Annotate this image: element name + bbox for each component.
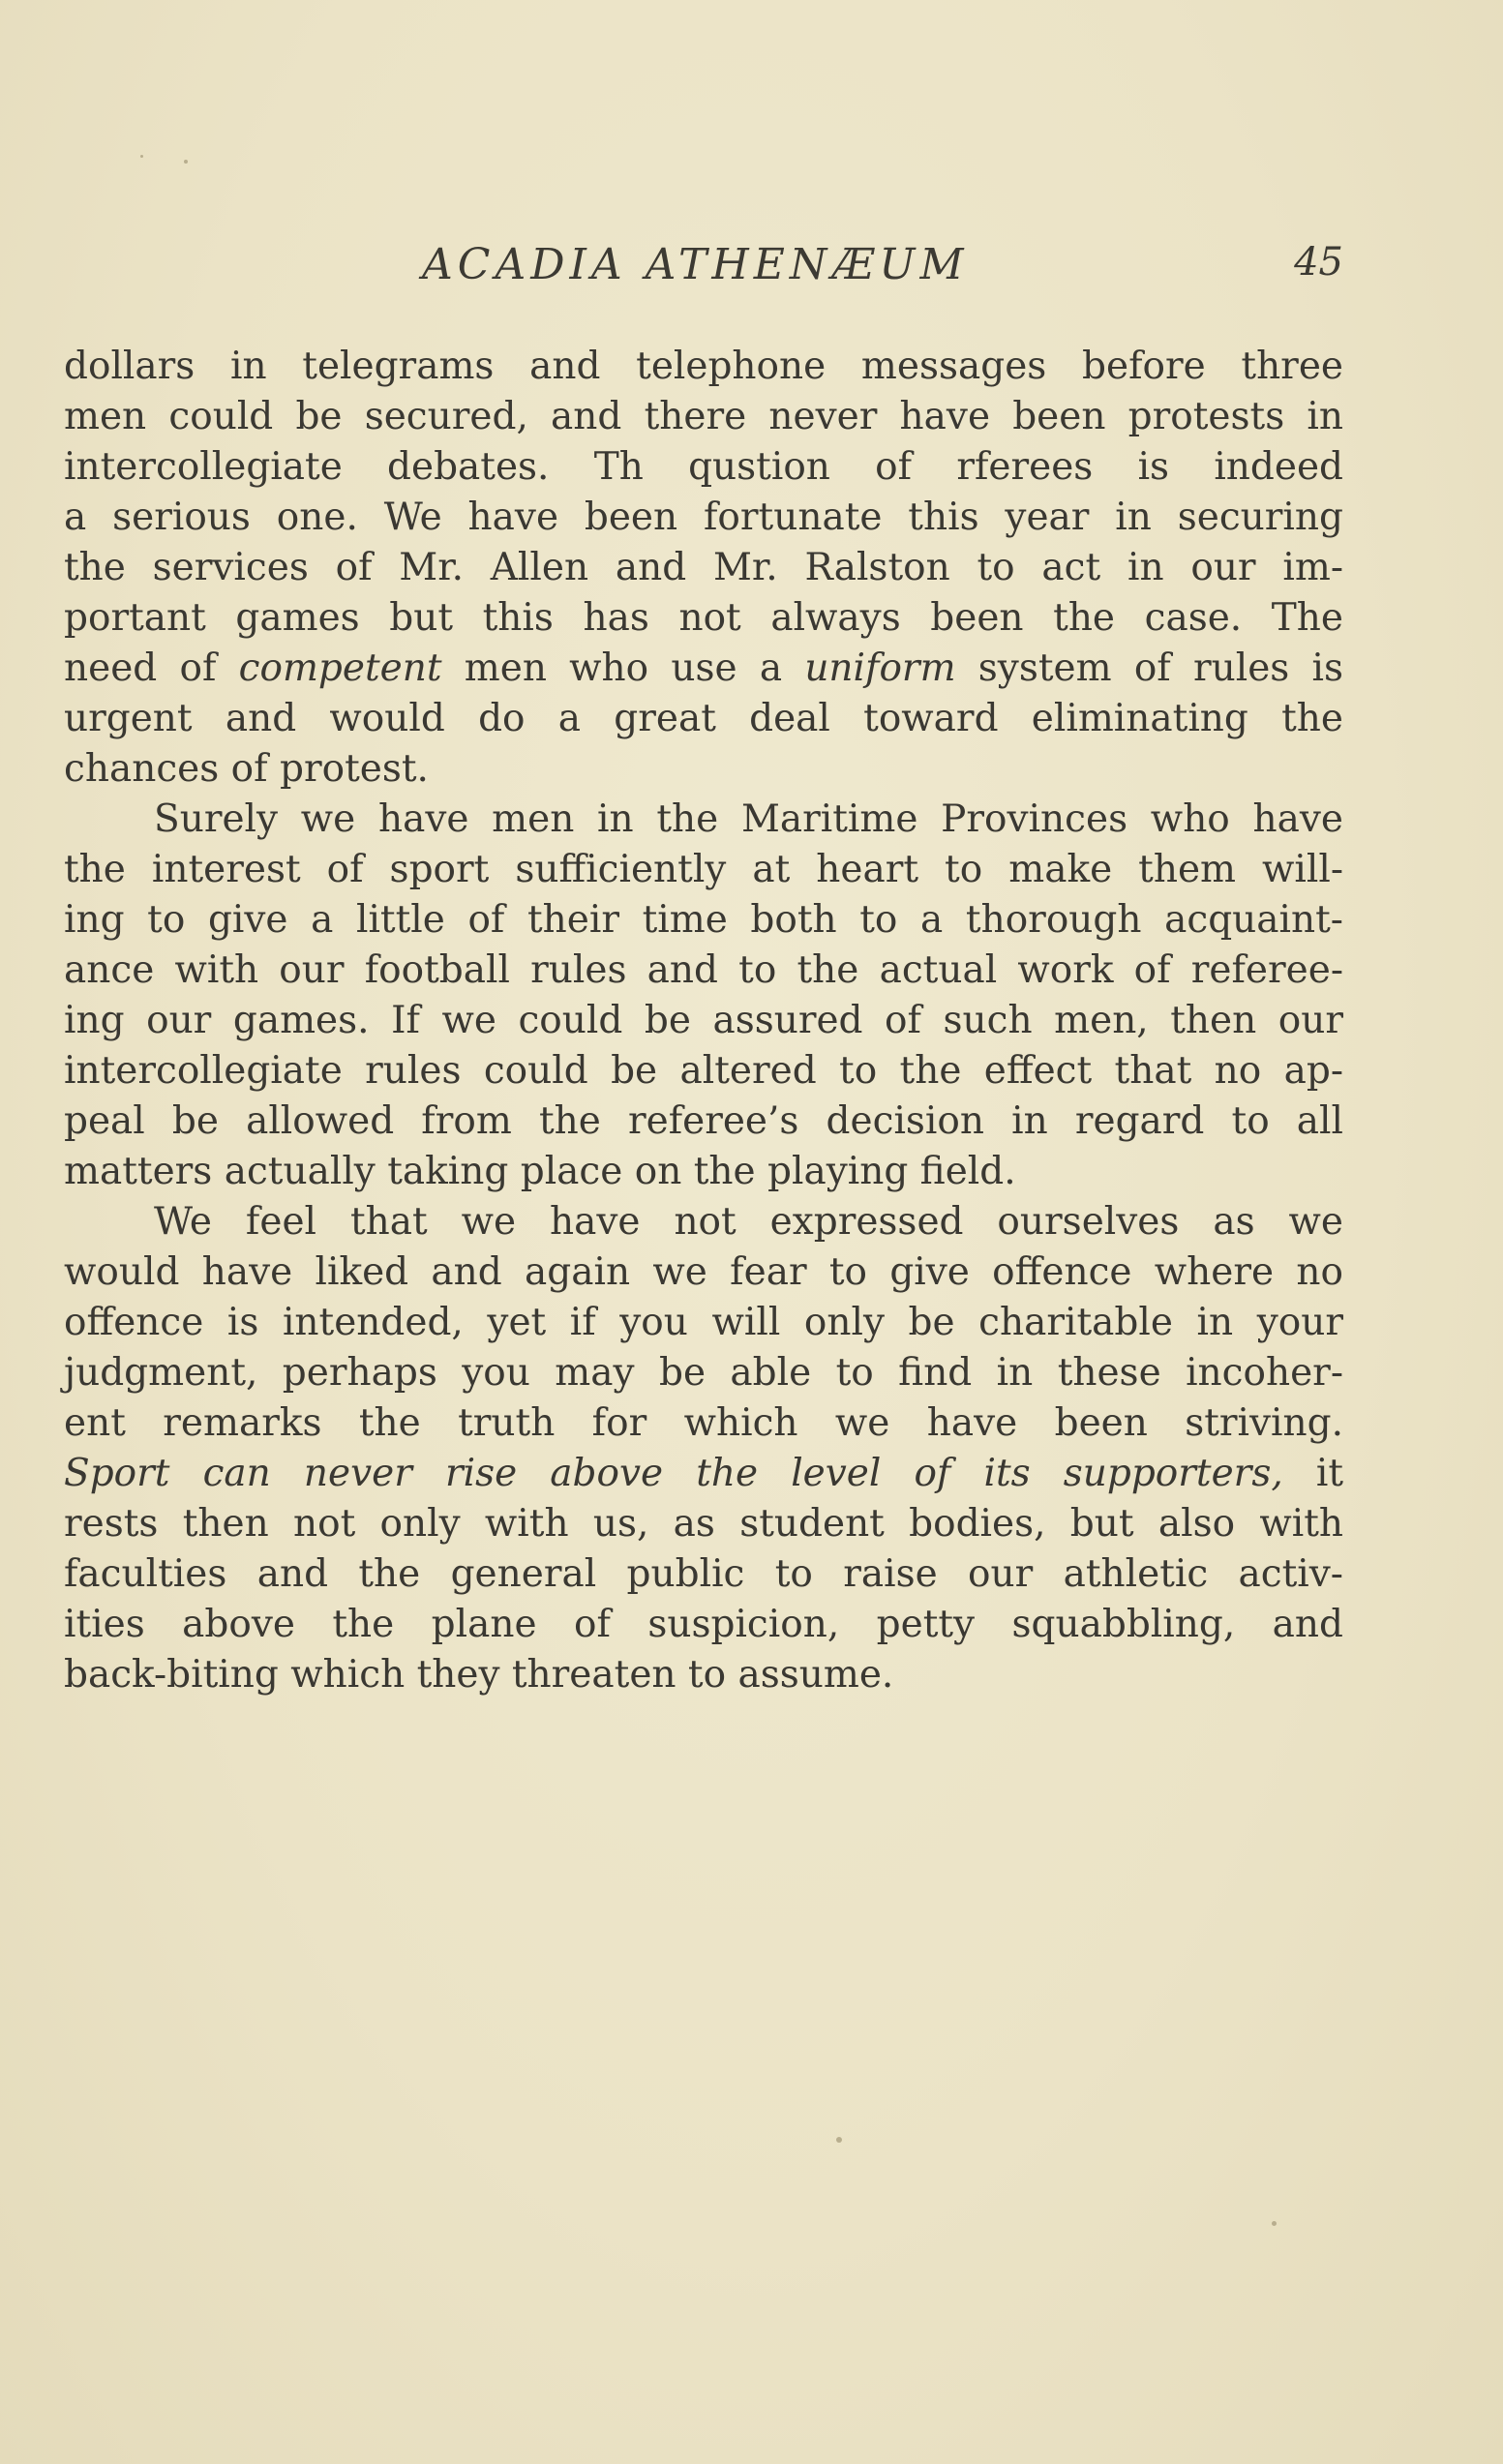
text-line: faculties and the general public to raise our athletic activ- [64, 1552, 1343, 1596]
text-line: intercollegiate debates. Th qustion of rferees is indeed [64, 445, 1343, 489]
paper-speck [184, 160, 188, 164]
text-span: it [1282, 1452, 1344, 1495]
text-line: would have liked and again we fear to give offence where no [64, 1250, 1343, 1294]
paper-speck [836, 2137, 842, 2143]
text-line: ing to give a little of their time both to a thorough acquaint- [64, 898, 1343, 942]
paper-speck [1272, 2221, 1277, 2226]
text-line [64, 1449, 1343, 1499]
page-number: 45 [1294, 240, 1343, 285]
text-line: matters actually taking place on the playing field. [64, 1150, 1016, 1193]
text-line: ance with our football rules and to the actual work of referee- [64, 948, 1343, 992]
text-line: dollars in telegrams and telephone messages before three [64, 345, 1343, 388]
text-line: the interest of sport sufficiently at heart to make them will- [64, 848, 1343, 891]
text-line: offence is intended, yet if you will only be charitable in your [64, 1301, 1343, 1344]
text-line: ent remarks the truth for which we have been striving. [64, 1401, 1343, 1445]
text-line [64, 644, 1343, 694]
text-line: Surely we have men in the Maritime Provinces who have [154, 797, 1343, 841]
paper-speck [140, 155, 143, 158]
text-line: chances of protest. [64, 747, 429, 791]
text-line: rests then not only with us, as student bodies, but also with [64, 1502, 1343, 1546]
emphasis-text: Sport can never rise above the level of its supporters, [64, 1452, 1283, 1495]
text-line: ities above the plane of suspicion, petty squabbling, and [64, 1603, 1343, 1646]
text-line: a serious one. We have been fortunate this year in securing [64, 496, 1343, 539]
text-line: peal be allowed from the referee’s decision in regard to all [64, 1099, 1343, 1143]
running-title: ACADIA ATHENÆUM [422, 240, 969, 289]
emphasis-text: competent [238, 646, 442, 690]
running-header [64, 240, 1343, 298]
text-line: the services of Mr. Allen and Mr. Ralston to act in our im- [64, 546, 1343, 589]
text-line: portant games but this has not always been the case. The [64, 596, 1343, 640]
text-span: system of rules is [955, 646, 1344, 690]
text-line: men could be secured, and there never have been protests in [64, 395, 1343, 438]
text-span: need of [64, 646, 239, 690]
text-line: We feel that we have not expressed ourselves as we [154, 1200, 1343, 1244]
text-span: men who use a [441, 646, 805, 690]
text-line: ing our games. If we could be assured of such men, then our [64, 999, 1343, 1042]
text-line: urgent and would do a great deal toward eliminating the [64, 697, 1343, 740]
text-line: judgment, perhaps you may be able to find in these incoher- [64, 1351, 1343, 1395]
text-line: back-biting which they threaten to assume. [64, 1653, 894, 1697]
body-text [64, 342, 1343, 1700]
text-line: intercollegiate rules could be altered to the effect that no ap- [64, 1049, 1343, 1093]
emphasis-text: uniform [804, 646, 956, 690]
